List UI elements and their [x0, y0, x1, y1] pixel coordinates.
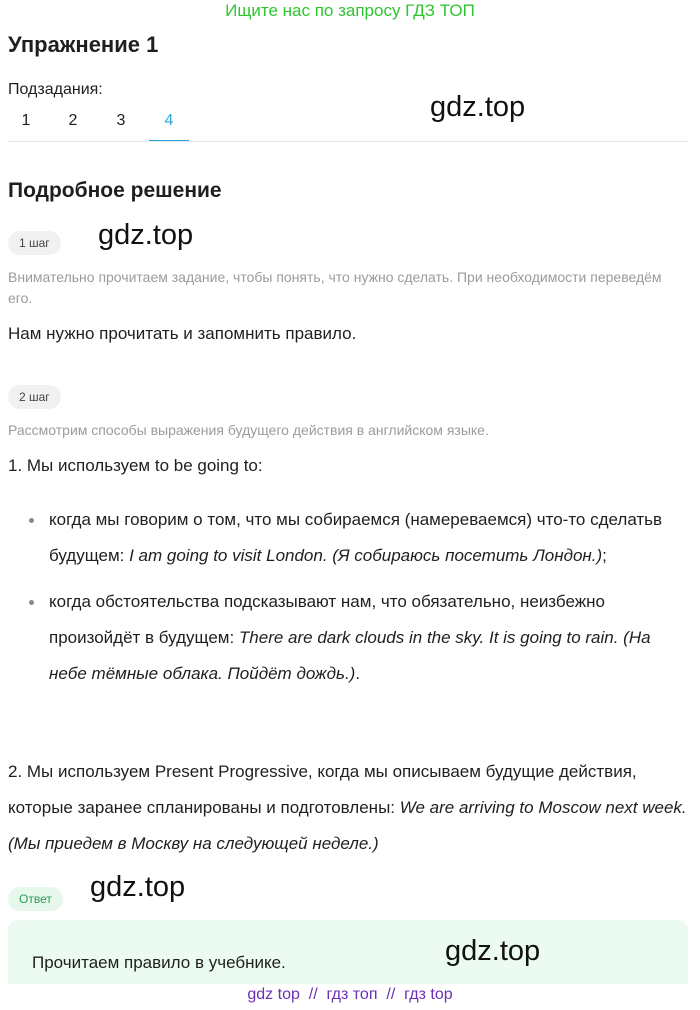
solution-title: Подробное решение — [8, 179, 222, 202]
point-2-plain: 2. Мы используем Present Progressive, когда мы описываем будущие действия, которые заранее спланированы и подготовлены: — [8, 762, 637, 817]
bullet-text: когда обстоятельства подсказывают нам, что обязательно, неизбежно произойдёт в будущем: — [49, 592, 605, 647]
watermark: gdz.top — [445, 935, 541, 967]
answer-badge — [8, 887, 63, 911]
watermark: gdz.top — [98, 219, 194, 251]
bullet-text: когда мы говорим о том, что мы собираемся (намереваемся) что-то сделатьв будущем: — [49, 510, 663, 565]
watermark: gdz.top — [90, 871, 186, 903]
step-1-text: Нам нужно прочитать и запомнить правило. — [8, 324, 357, 343]
answer-text: Прочитаем правило в учебнике. — [32, 953, 286, 972]
step-1-hint: Внимательно прочитаем задание, чтобы понять, что нужно сделать. При необходимости переведём его. — [8, 269, 662, 306]
point-1-text: 1. Мы используем to be going to: — [8, 456, 263, 475]
step-badge-label: 1 шаг — [8, 231, 61, 255]
bullet-example: I am going to visit London. (Я собираюсь посетить Лондон.) — [129, 546, 603, 565]
answer-badge-label: Ответ — [8, 887, 63, 911]
step-1-badge — [8, 231, 61, 255]
footer-links: gdz top // гдз топ // гдз top — [247, 986, 453, 1003]
search-banner: Ищите нас по запросу ГДЗ ТОП — [225, 1, 475, 20]
going-to-list — [0, 502, 690, 692]
watermark: gdz.top — [430, 91, 526, 123]
bullet-tail: ; — [602, 546, 607, 565]
bullet-tail: . — [355, 664, 361, 683]
step-2-badge — [8, 385, 61, 409]
tab-subtask-3[interactable]: 3 — [116, 112, 126, 129]
subtask-tabs — [0, 108, 690, 142]
bullet-example: There are dark clouds in the sky. It is going to rain. (На небе тёмные облака. Пойдёт дождь.) — [49, 628, 651, 683]
tab-subtask-4[interactable]: 4 — [149, 108, 189, 142]
step-badge-label: 2 шаг — [8, 385, 61, 409]
point-2-example: We are arriving to Moscow next week. (Мы приедем в Москву на следующей неделе.) — [8, 798, 687, 853]
list-item — [0, 502, 685, 574]
tabs-divider — [8, 141, 688, 142]
exercise-title: Упражнение 1 — [8, 32, 159, 57]
subtasks-label: Подзадания: — [8, 81, 103, 98]
list-item — [0, 584, 685, 692]
step-2-hint: Рассмотрим способы выражения будущего действия в английском языке. — [8, 422, 489, 438]
tab-subtask-2[interactable]: 2 — [68, 112, 78, 129]
tab-subtask-1[interactable]: 1 — [21, 112, 31, 129]
point-2-text — [8, 754, 692, 862]
